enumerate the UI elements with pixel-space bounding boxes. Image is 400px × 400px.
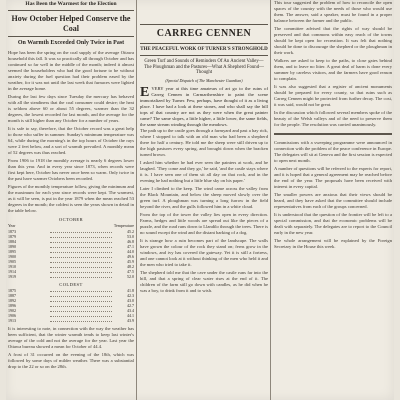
table-title: COLDEST <box>59 281 83 287</box>
table-cell-temp: 41.8 <box>127 287 134 293</box>
table-cell-year: 1896 <box>8 302 16 308</box>
leader-dots <box>50 254 112 258</box>
paragraph: Walkers are asked to keep to the paths, to close gates behind them, and to leave no litter. A great deal of harm is done every summer by careless visitors, and the farmers have good reason to complain. <box>274 58 392 81</box>
table-cell-year: 1919 <box>8 273 16 279</box>
table-cell-temp: 43.4 <box>127 307 134 313</box>
column-weather <box>8 0 134 400</box>
leader-dots <box>50 298 112 302</box>
paragraph: It was also suggested that a register of ancient monuments should be prepared for every county, so that ruins such as Carreg Cennen might be protected from further decay. The cost, it was said, would not be great. <box>274 84 392 107</box>
table-cell-year: 1879 <box>8 233 16 239</box>
paragraph: A frost of 31 occurred on the evening of the 18th, which was followed by some days of milder weather. There was a substantial drop to the 22 or so on the 28th. <box>8 351 134 369</box>
divider <box>140 55 268 56</box>
paragraph: The committee advised that the rights of way should be preserved and that commons within easy reach of the towns should be kept open for recreation. It was felt that nothing should be done to discourage the shepherd or the ploughman in their work. <box>274 26 392 55</box>
paragraph: From the top of the tower the valley lies open in every direction. Farms, hedges and little woods are spread out like the pieces of a puzzle, and the road runs down to Llandilo through the trees. There is no sound except the wind and the distant barking of a dog. <box>140 211 268 235</box>
table-cell-year: 1906 <box>8 312 16 318</box>
divider <box>140 24 268 25</box>
paragraph: This tour suggested the problem of how to reconcile the open spaces of the country with the needs of those who would use them. The answer, said a speaker, must be found in a proper balance between the farmer and the public. <box>274 0 392 23</box>
table-cell-temp: 46.8 <box>127 238 134 244</box>
paragraph: It is understood that the question of the frontier will be left to a special commission, and that the economic problems will be dealt with separately. The delegates are to report to the Council early in the new year. <box>274 212 392 235</box>
table-row <box>8 318 134 323</box>
paragraph: The shepherd told me that the cave under the castle runs far into the hill, and that a spring of clear water rises at the end of it. The children of the farm still go down with candles, as he did when he was a boy, to drink from it and to wish. <box>140 269 268 293</box>
table-cell-temp: 47.1 <box>127 243 134 249</box>
leader-dots <box>50 249 112 253</box>
article-credit: (Special Dispatch of The Manchester Guardian) <box>165 77 243 83</box>
leader-dots <box>50 229 112 233</box>
column-rule <box>136 0 137 400</box>
table-cell-year: 1905 <box>8 258 16 264</box>
table-cell-temp: 52.0 <box>127 273 134 279</box>
table-cell-temp: 49.6 <box>127 253 134 259</box>
temperature-table-coldest <box>8 282 134 323</box>
table-cell-year: 1910 <box>8 263 16 269</box>
article-subhead: On Warmth Exceeded Only Twice in Past <box>17 39 125 46</box>
divider <box>8 10 134 11</box>
paragraph: Hope has been the spring on the coal supply of the average Ottawa household this fall. It was so practically all through October and has continued so far well in the middle of the month; indeed it almost seemed the householders who had the good fortune to be without anxiety during the fuel question had their problem eased by the weather, for it was not until the last week that furnaces were lighted in the average home. <box>8 49 134 91</box>
table-cell-temp: 45.9 <box>127 258 134 264</box>
table-cell-year: 1884 <box>8 238 16 244</box>
table-header-temp: Temperature <box>113 222 134 228</box>
paragraph-text: VERY year at this time amateurs of art go to the ruins of Carreg Cennen in Carmarthenshire to paint the scene immortalized by Turner. Few, perhaps, have thought of it as a living place. I have had a look at these stones, and who shall say the hill tops of that country are not as they were when the great painter came? The same slopes, a little higher, a little lower, the same fields, the same stream winding through the meadows. <box>140 85 268 127</box>
table-cell-temp: 47.5 <box>127 268 134 274</box>
article-deck: Green Turf and Sounds of Reminders Of An Ancient Valley—The Ploughman and the Pastures—What A Shepherd Found—Thought <box>144 59 264 76</box>
table-cell-temp: 42.7 <box>127 302 134 308</box>
leader-dots <box>50 239 112 243</box>
column-carreg-cennen <box>140 0 268 400</box>
paragraph: It is safe to say, therefore, that the October record was a great help to those who suffer in summer. Sunday's minimum temperature was 64, while during the morning's in the top hours of October the rays were 2 feet below, and a sort of warmth prevailed. A monthly mean of 52 degrees was thus reached. <box>8 125 134 155</box>
table-cell-temp: 43.0 <box>127 297 134 303</box>
divider <box>274 133 392 135</box>
leader-dots <box>50 293 112 297</box>
table-cell-year: 1913 <box>8 317 16 323</box>
leader-dots <box>50 264 112 268</box>
table-cell-temp: 43.9 <box>127 317 134 323</box>
leader-dots <box>50 313 112 317</box>
table-header <box>8 223 134 228</box>
divider <box>140 43 268 44</box>
table-cell-year: 1892 <box>8 297 16 303</box>
table-title: OCTOBER <box>58 216 84 222</box>
paragraph: It is interesting to note, in connection with the way the weather has been sufficient, that the winter warmth tends to keep last winter's average of the cold and not the average for the year. Last year the Ottawa bureau showed a mean for October of 44.4. <box>8 325 134 349</box>
leader-dots <box>50 274 112 278</box>
table-cell-year: 1895 <box>8 248 16 254</box>
divider <box>8 36 134 37</box>
table-cell-temp: 44.1 <box>127 312 134 318</box>
table-cell-temp: 45.2 <box>127 228 134 234</box>
paragraph: A number of questions will be referred to the experts for report, and it is hoped that a general agreement may be reached before the end of the year. The proposals have been received with interest in every capital. <box>274 166 392 189</box>
newspaper-page <box>6 0 394 400</box>
paragraph <box>140 86 268 128</box>
paragraph: In the discussion which followed several members spoke of the beauty of the Welsh valleys and of the need to preserve them for the people. The resolution was carried unanimously. <box>274 110 392 127</box>
leader-dots <box>50 318 112 322</box>
paragraph: Figures of the monthly temperature follow, giving the minimum and the maximum for each year since records were kept. The warmest, as it will be seen, is put in the year 1879 when the mean reached 53 degrees in the month; the coldest is seen the years shown in detail in the table below. <box>8 183 134 213</box>
table-cell-temp: 42.3 <box>127 292 134 298</box>
paragraph: The whole arrangement will be explained by the Foreign Secretary in the House this week. <box>274 238 392 249</box>
top-headline-fragment: Has Been the Warmest for the Election <box>25 1 117 7</box>
leader-dots <box>50 244 112 248</box>
column-rule <box>270 0 271 400</box>
table-cell-year: 1914 <box>8 268 16 274</box>
leader-dots <box>50 308 112 312</box>
paragraph: It is strange how a ruin becomes part of the landscape. The walls have grown the colour of the rock they stand on; ferns grow in the windows, and ivy has covered the gateway. Yet it is still a fortress, and one cannot look at it without thinking of the men who held it and the men who tried to take it. <box>140 237 268 267</box>
leader-dots <box>50 259 112 263</box>
table-cell-year: 1887 <box>8 292 16 298</box>
table-cell-year: 1890 <box>8 243 16 249</box>
article-subtitle: THE PEACEFUL WORK OF TURNER'S STRONGHOLD <box>140 46 268 52</box>
table-row <box>8 274 134 279</box>
temperature-table-october <box>8 217 134 279</box>
leader-dots <box>50 269 112 273</box>
article-title: CARREG CENNEN <box>156 28 252 39</box>
paragraph: From 1906 to 1918 the monthly average is nearly 6 degrees lower than this year. And in every year since 1873, when records were first kept here, October has never once been so warm. Only twice in the past have warmer Octobers been recorded. <box>8 157 134 181</box>
drop-cap: E <box>140 84 150 100</box>
column-right <box>274 0 392 400</box>
table-cell-temp: 53.0 <box>127 233 134 239</box>
paragraph: During the last few days since Tuesday the mercury has behaved with all the steadiness that the coal consumer could desire; the heat is seldom above 60 or about 55 degrees, warmer than the 32 degrees, the lowest recorded for last month, and the average for the month is still higher than any October for a number of years. <box>8 93 134 123</box>
table-cell-year: 1900 <box>8 253 16 259</box>
paragraph: I asked him whether he had ever seen the painters at work, and he laughed. 'They come and they go,' he said, 'and the castle stays where it is. I have seen one of them sit all day on that rock, and in the evening he had nothing but a little blue sky on his paper.' <box>140 159 268 183</box>
table-cell-year: 1875 <box>8 287 16 293</box>
leader-dots <box>50 234 112 238</box>
leader-dots <box>50 303 112 307</box>
table-cell-year: 1902 <box>8 307 16 313</box>
article-headline: How October Helped Conserve the Coal <box>11 14 131 33</box>
table-header-year: Year <box>8 222 16 228</box>
table-cell-temp: 44.0 <box>127 248 134 254</box>
paragraph: The smaller powers are anxious that their views should be heard, and they have asked that the committee should include representatives from each of the groups concerned. <box>274 192 392 209</box>
paragraph: The path up to the castle goes through a farmyard and past a hay rick, where I stopped to talk with an old man who had been a shepherd there for half a century. He told me the sheep were still driven up to the high pastures every spring, and brought down when the bracken turned brown. <box>140 127 268 157</box>
table-cell-temp: 48.2 <box>127 263 134 269</box>
paragraph: Later I climbed to the keep. The wind came across the valley from the Black Mountain, and below the sheep moved slowly over the green turf. A ploughman was turning a long furrow in the field beyond the river, and the gulls followed him in a white cloud. <box>140 185 268 209</box>
paragraph: Commissions with a sweeping programme were announced in connection with the problem of the peace conference in Europe. The delegates will sit at Geneva and the first session is expected to open next month. <box>274 140 392 163</box>
table-cell-year: 1873 <box>8 228 16 234</box>
leader-dots <box>50 288 112 292</box>
